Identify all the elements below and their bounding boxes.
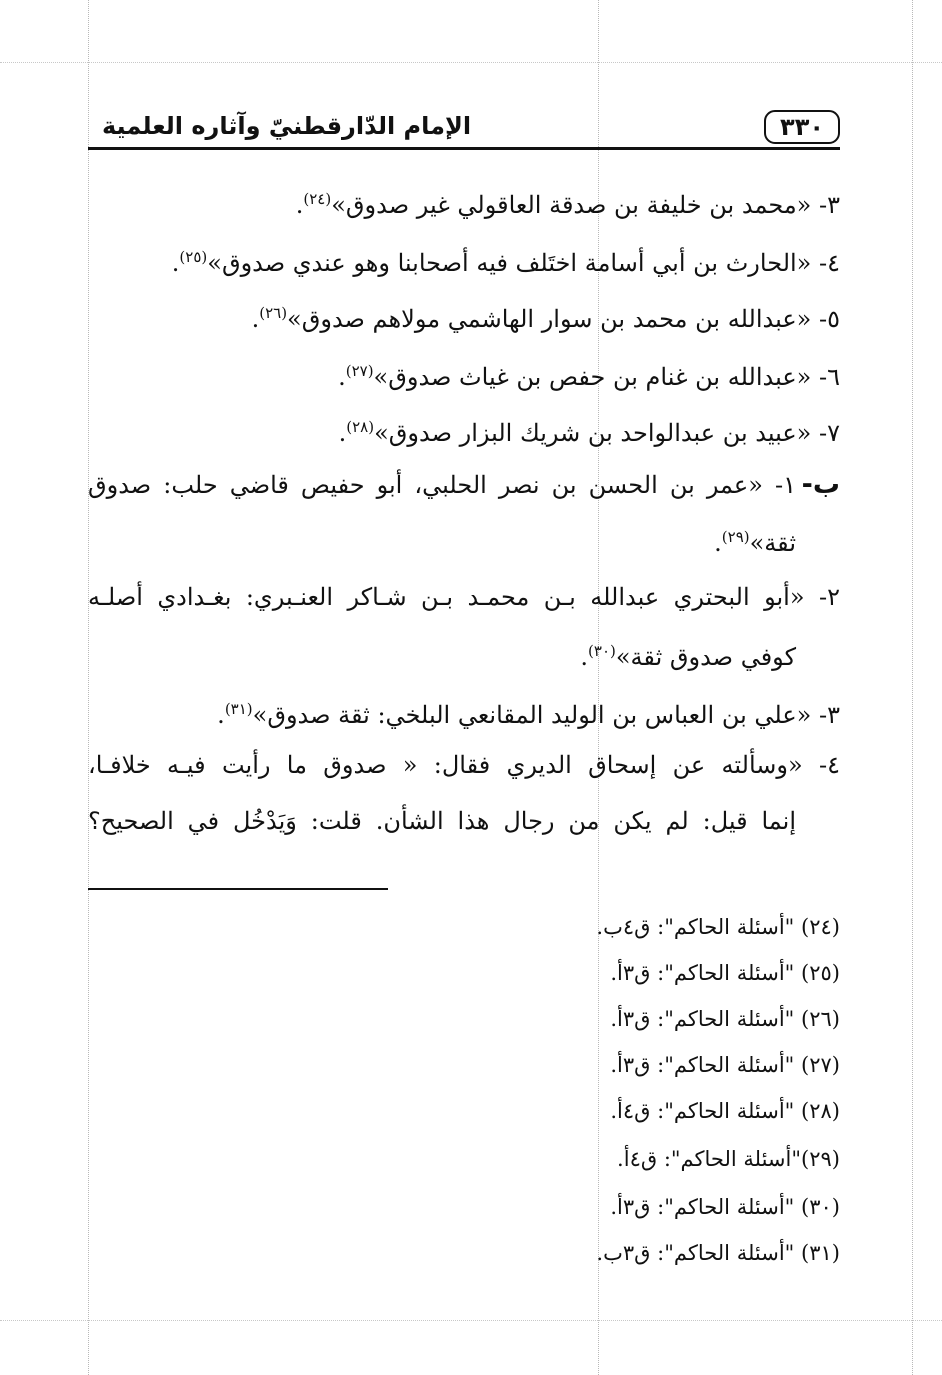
page-number: ٣٣٠	[764, 110, 840, 144]
item-end: .	[714, 529, 722, 557]
item-text: «عمر بن الحسن بن نصر الحلبي، أبو حفيص قاضي حلب: صدوق	[88, 471, 763, 499]
list-item	[217, 692, 840, 732]
footnote-ref: (٢٥)	[179, 248, 208, 266]
footnote	[596, 912, 840, 942]
footnote-ref: (٢٩)	[721, 528, 750, 546]
item-number: ٦-	[819, 363, 840, 391]
footnote-number: (٣١)	[801, 1241, 840, 1265]
list-item	[296, 182, 840, 222]
item-text: «عبيد بن عبدالواحد بن شريك البزار صدوق»	[374, 419, 812, 447]
footnote-text: "أسئلة الحاكم": ق٣ب.	[596, 1241, 795, 1265]
list-item	[338, 354, 840, 394]
item-number: ١-	[775, 471, 796, 499]
footnote-ref: (٢٧)	[345, 362, 374, 380]
item-number: ٢-	[819, 583, 840, 611]
page-header	[88, 108, 840, 148]
footnote-number: (٢٦)	[801, 1007, 840, 1031]
footnote-number: (٢٥)	[801, 961, 840, 985]
footnote	[610, 1004, 840, 1034]
item-text: «أبو البحتري عبدالله بـن محمـد بـن شـاكر العنـبري: بغـدادي أصلـه	[88, 583, 805, 611]
guide-line	[912, 0, 913, 1375]
item-text: إنما قيل: لم يكن من رجال هذا الشأن. قلت: وَيَدْخُل في الصحيح؟	[88, 807, 796, 835]
item-number: ٥-	[819, 305, 840, 333]
footnote-ref: (٢٦)	[259, 304, 288, 322]
item-number: ٣-	[819, 701, 840, 729]
footnote-number: (٢٤)	[801, 915, 840, 939]
footnote-separator	[88, 888, 388, 890]
list-item	[88, 748, 840, 782]
item-text: «محمد بن خليفة بن صدقة العاقولي غير صدوق»	[331, 191, 812, 219]
footnote-text: "أسئلة الحاكم": ق٣أ.	[610, 1053, 795, 1077]
item-number: ٣-	[819, 191, 840, 219]
list-item-continuation	[580, 634, 796, 674]
footnote-ref: (٢٤)	[303, 190, 332, 208]
item-number: ٤-	[819, 249, 840, 277]
list-item	[252, 296, 840, 336]
footnote-number: (٢٩)	[801, 1147, 840, 1171]
footnote-ref: (٣١)	[224, 700, 253, 718]
running-title: الإمام الدّارقطنيّ وآثاره العلمية	[102, 112, 472, 140]
item-end: .	[251, 305, 260, 333]
footnote-number: (٢٨)	[801, 1099, 840, 1123]
item-text: «عبدالله بن محمد بن سوار الهاشمي مولاهم صدوق»	[287, 305, 812, 333]
section-letter: ب-	[801, 469, 840, 500]
list-item	[339, 410, 840, 450]
footnote-text: "أسئلة الحاكم": ق٤ب.	[596, 915, 795, 939]
book-page	[88, 0, 840, 1375]
item-end: .	[338, 419, 347, 447]
item-text: كوفي صدوق ثقة»	[615, 643, 796, 671]
footnote	[610, 958, 840, 988]
footnote-number: (٢٧)	[801, 1053, 840, 1077]
item-text: «عبدالله بن غنام بن حفص بن غياث صدوق»	[373, 363, 812, 391]
item-end: .	[295, 191, 304, 219]
footnote-text: "أسئلة الحاكم": ق٤أ.	[617, 1147, 802, 1171]
footnote-ref: (٣٠)	[588, 642, 616, 660]
footnote	[610, 1050, 840, 1080]
footnote	[610, 1192, 840, 1222]
footnote-ref: (٢٨)	[346, 418, 375, 436]
list-item	[172, 240, 840, 280]
footnote-text: "أسئلة الحاكم": ق٣أ.	[610, 1195, 795, 1219]
footnote-text: "أسئلة الحاكم": ق٣أ.	[610, 1007, 795, 1031]
footnote	[610, 1096, 840, 1126]
item-end: .	[580, 643, 589, 671]
footnote-text: "أسئلة الحاكم": ق٤أ.	[610, 1099, 795, 1123]
item-number: ٧-	[819, 419, 840, 447]
item-text: «علي بن العباس بن الوليد المقانعي البلخي: ثقة صدوق»	[252, 701, 812, 729]
list-item-continuation	[714, 520, 796, 560]
item-end: .	[338, 363, 346, 391]
footnote-text: "أسئلة الحاكم": ق٣أ.	[610, 961, 795, 985]
list-item	[88, 580, 840, 614]
footnote	[617, 1144, 840, 1174]
footnote-number: (٣٠)	[801, 1195, 840, 1219]
item-number: ٤-	[819, 751, 840, 779]
list-item	[88, 468, 796, 502]
item-text: ثقة»	[749, 529, 796, 557]
item-text: «وسألته عن إسحاق الديري فقال: « صدوق ما رأيت فيـه خلافـا،	[88, 751, 803, 779]
footnote	[596, 1238, 840, 1268]
list-item-continuation	[88, 804, 796, 838]
item-end: .	[171, 249, 180, 277]
item-end: .	[217, 701, 225, 729]
header-rule	[88, 147, 840, 150]
item-text: «الحارث بن أبي أسامة اختَلف فيه أصحابنا وهو عندي صدوق»	[207, 249, 812, 277]
